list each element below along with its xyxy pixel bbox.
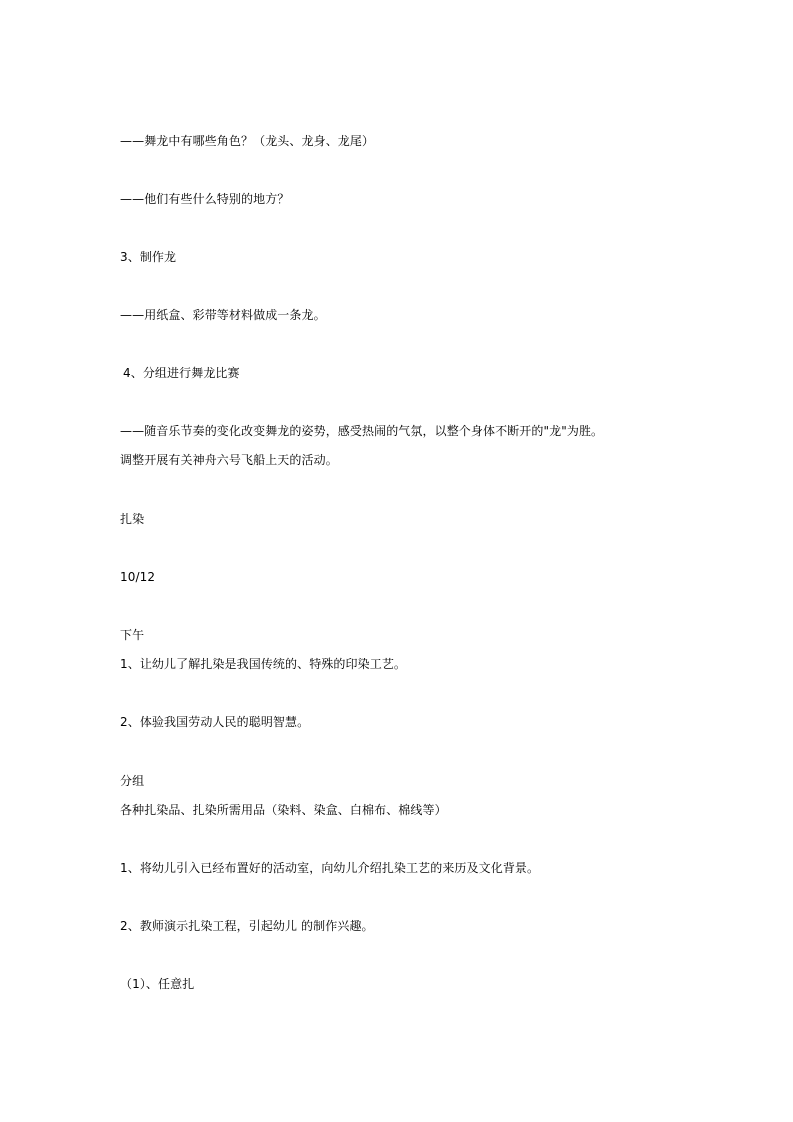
text-line-dance-rule: ——随音乐节奏的变化改变舞龙的姿势，感受热闹的气氛，以整个身体不断开的"龙"为胜。 [120, 424, 604, 438]
text-line-substep-1: （1）、任意扎 [120, 977, 195, 991]
text-line-grouping: 分组 [120, 774, 145, 788]
text-line-step-4: 4、分组进行舞龙比赛 [123, 366, 240, 380]
text-line-process-1: 1、将幼儿引入已经布置好的活动室，向幼儿介绍扎染工艺的来历及文化背景。 [120, 861, 540, 875]
text-line-special-question: ——他们有些什么特别的地方？ [120, 192, 290, 206]
text-line-roles-question: ——舞龙中有哪些角色？（龙头、龙身、龙尾） [120, 134, 375, 148]
text-line-goal-1: 1、让幼儿了解扎染是我国传统的、特殊的印染工艺。 [120, 657, 407, 671]
text-line-process-2: 2、教师演示扎染工程，引起幼儿 的制作兴趣。 [120, 919, 374, 933]
text-line-materials: 各种扎染品、扎染所需用品（染料、染盒、白棉布、棉线等） [120, 803, 447, 817]
text-line-date: 10/12 [120, 570, 156, 584]
text-line-activity-title: 扎染 [120, 512, 145, 526]
text-line-adjustment: 调整开展有关神舟六号飞船上天的活动。 [120, 453, 338, 467]
text-line-make-dragon: ——用纸盒、彩带等材料做成一条龙。 [120, 308, 326, 322]
text-line-time: 下午 [120, 628, 145, 642]
text-line-step-3: 3、制作龙 [120, 250, 177, 264]
text-line-goal-2: 2、体验我国劳动人民的聪明智慧。 [120, 715, 310, 729]
